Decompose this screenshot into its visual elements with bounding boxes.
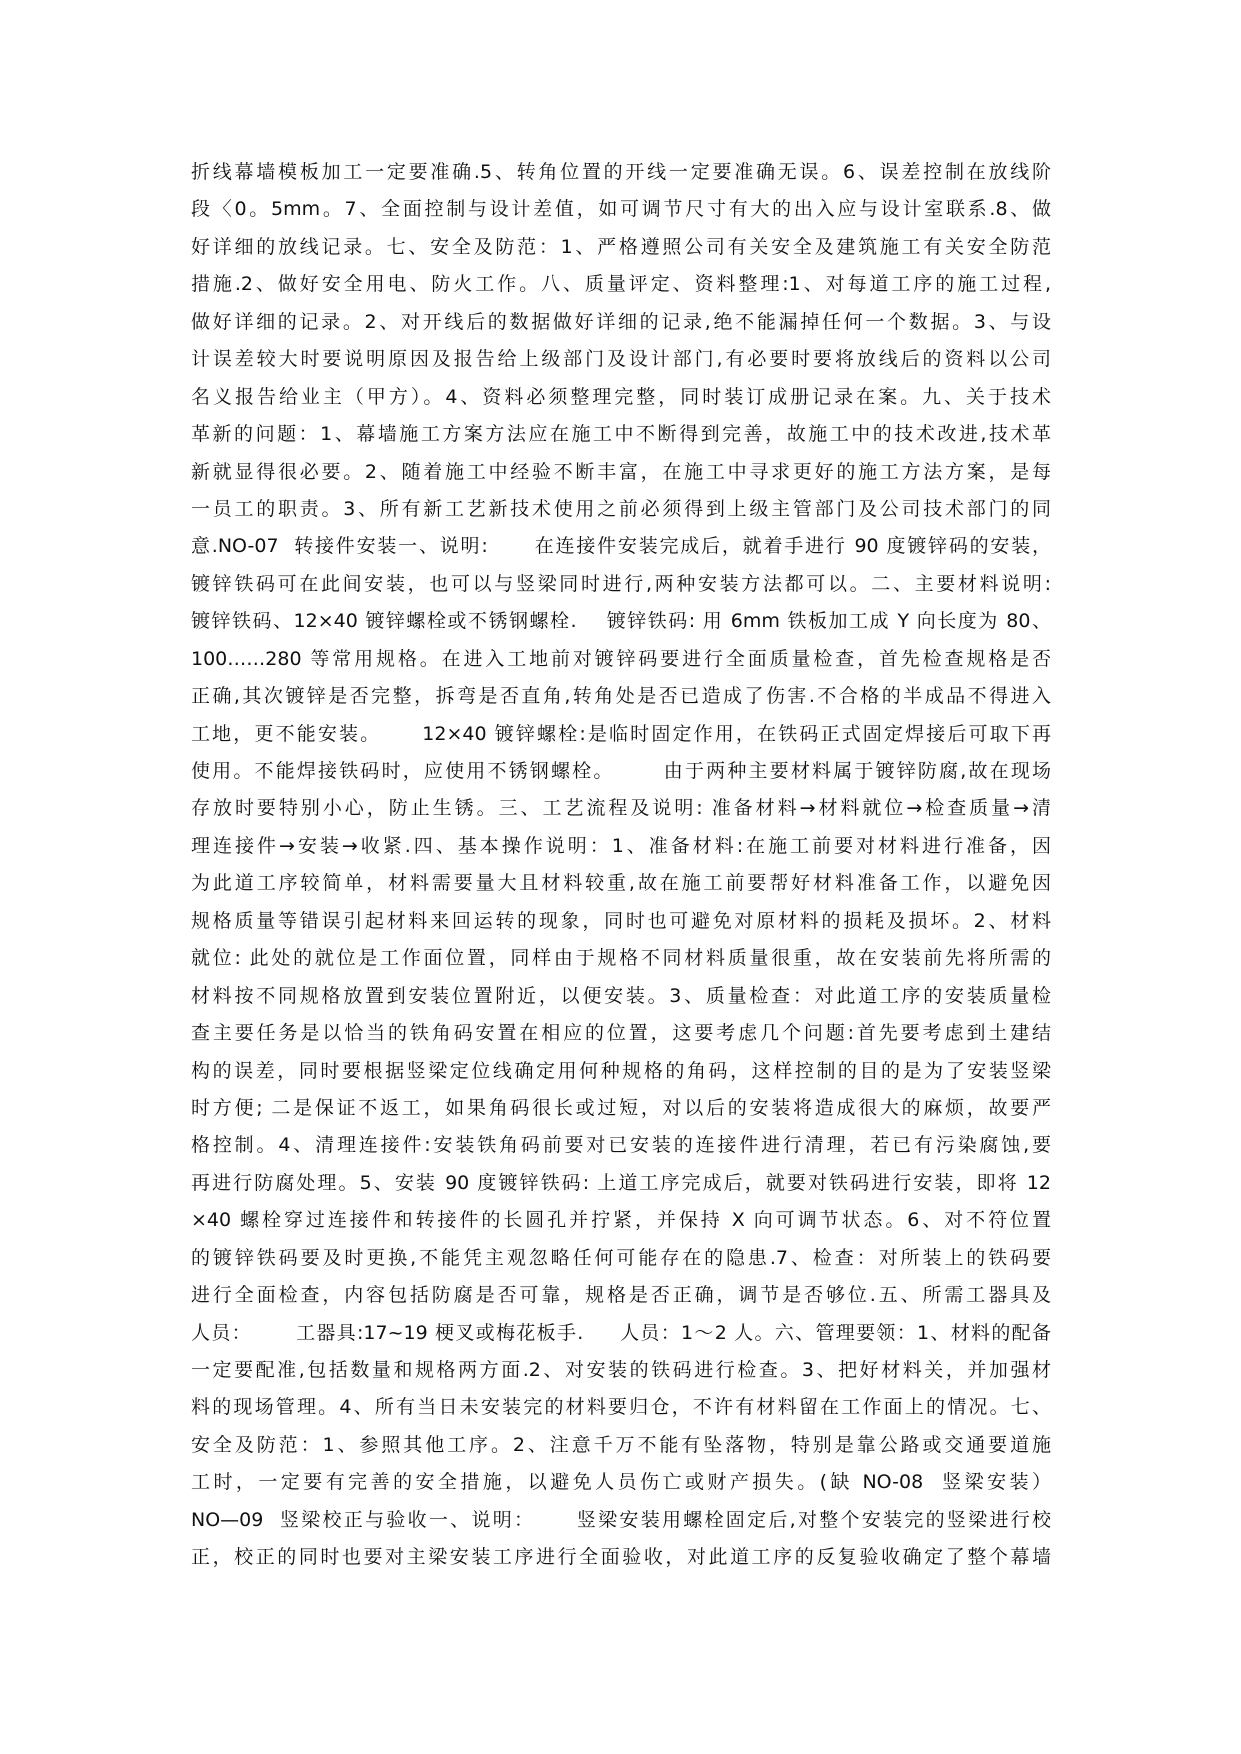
text-line: 计误差较大时要说明原因及报告给上级部门及设计部门,有必要时要将放线后的资料以公司 <box>191 348 1051 371</box>
text-line: 正，校正的同时也要对主梁安装工序进行全面验收，对此道工序的反复验收确定了整个幕墙 <box>191 1546 1051 1569</box>
text-line: 一员工的职责。3、所有新工艺新技术使用之前必须得到上级主管部门及公司技术部门的同 <box>191 497 1051 520</box>
text-line: 新就显得很必要。2、随着施工中经验不断丰富，在施工中寻求更好的施工方法方案，是每 <box>191 460 1051 483</box>
text-line: 安全及防范：1、参照其他工序。2、注意千万不能有坠落物，特别是靠公路或交通要道施 <box>191 1433 1051 1456</box>
text-line: 100……280 等常用规格。在进入工地前对镀锌码要进行全面质量检查，首先检查规格是否 <box>191 647 1051 670</box>
text-line: 构的误差，同时要根据竖梁定位线确定用何种规格的角码，这样控制的目的是为了安装竖梁 <box>191 1059 1051 1082</box>
text-line: ×40 螺栓穿过连接件和转接件的长圆孔并拧紧，并保持 X 向可调节状态。6、对不符位置 <box>191 1209 1051 1232</box>
text-line: 正确,其次镀锌是否完整，拆弯是否直角,转角处是否已造成了伤害.不合格的半成品不得进入 <box>191 685 1051 708</box>
text-line: 一定要配准,包括数量和规格两方面.2、对安装的铁码进行检查。3、把好材料关，并加强材 <box>191 1359 1051 1381</box>
text-line: 好详细的放线记录。七、安全及防范：1、严格遵照公司有关安全及建筑施工有关安全防范 <box>191 235 1051 258</box>
text-line: 查主要任务是以恰当的铁角码安置在相应的位置，这要考虑几个问题:首先要考虑到土建结 <box>191 1022 1051 1045</box>
text-line: 工地，更不能安装。 12×40 镀锌螺栓:是临时固定作用，在铁码正式固定焊接后可取下再 <box>191 722 1051 745</box>
text-line: 段〈0。5mm。7、全面控制与设计差值，如可调节尺寸有大的出入应与设计室联系.8、做 <box>191 198 1051 221</box>
text-line: 名义报告给业主（甲方）。4、资料必须整理完整，同时装订成册记录在案。九、关于技术 <box>191 385 1051 408</box>
text-line: 镀锌铁码可在此间安装，也可以与竖梁同时进行,两种安装方法都可以。二、主要材料说明: <box>191 572 1051 595</box>
text-line: 使用。不能焊接铁码时，应使用不锈钢螺栓。 由于两种主要材料属于镀锌防腐,故在现场 <box>191 760 1051 782</box>
text-line: 意.NO-07 转接件安装一、说明: 在连接件安装完成后，就着手进行 90 度镀锌码的安装， <box>191 535 1051 558</box>
text-line: 折线幕墙模板加工一定要准确.5、转角位置的开线一定要准确无误。6、误差控制在放线阶 <box>191 161 1051 183</box>
text-line: 的镀锌铁码要及时更换,不能凭主观忽略任何可能存在的隐患.7、检查：对所装上的铁码要 <box>191 1246 1051 1269</box>
text-line: 存放时要特别小心，防止生锈。三、工艺流程及说明: 准备材料→材料就位→检查质量→清 <box>191 797 1051 820</box>
text-line: 人员： 工器具:17~19 梗叉或梅花板手. 人员：1～2 人。六、管理要领：1、材料的配备 <box>191 1321 1051 1344</box>
text-line: 为此道工序较简单，材料需要量大且材料较重,故在施工前要帮好材料准备工作，以避免因 <box>191 872 1051 895</box>
text-line: 规格质量等错误引起材料来回运转的现象，同时也可避免对原材料的损耗及损坏。2、材料 <box>191 909 1051 932</box>
text-line: 做好详细的记录。2、对开线后的数据做好详细的记录,绝不能漏掉任何一个数据。3、与设 <box>191 310 1051 333</box>
text-line: 料的现场管理。4、所有当日未安装完的材料要归仓，不许有材料留在工作面上的情况。七、 <box>191 1396 1051 1419</box>
text-line: NO—09 竖梁校正与验收一、说明： 竖梁安装用螺栓固定后,对整个安装完的竖梁进行校 <box>191 1508 1051 1531</box>
text-line: 进行全面检查，内容包括防腐是否可靠，规格是否正确，调节是否够位.五、所需工器具及 <box>191 1284 1051 1307</box>
body-text <box>191 154 1051 1577</box>
text-line: 时方便; 二是保证不返工，如果角码很长或过短，对以后的安装将造成很大的麻烦，故要严 <box>191 1096 1051 1119</box>
text-line: 理连接件→安装→收紧.四、基本操作说明：1、准备材料:在施工前要对材料进行准备，因 <box>191 834 1051 857</box>
text-line: 再进行防腐处理。5、安装 90 度镀锌铁码: 上道工序完成后，就要对铁码进行安装，即将 12 <box>191 1171 1051 1194</box>
text-line: 就位: 此处的就位是工作面位置，同样由于规格不同材料质量很重，故在安装前先将所需的 <box>191 947 1051 970</box>
text-line: 格控制。4、清理连接件:安装铁角码前要对已安装的连接件进行清理，若已有污染腐蚀,要 <box>191 1134 1051 1157</box>
text-line: 措施.2、做好安全用电、防火工作。八、质量评定、资料整理:1、对每道工序的施工过程, <box>191 273 1051 296</box>
text-line: 材料按不同规格放置到安装位置附近，以便安装。3、质量检查：对此道工序的安装质量检 <box>191 984 1051 1007</box>
text-line: 工时，一定要有完善的安全措施，以避免人员伤亡或财产损失。(缺 NO-08 竖梁安装） <box>191 1471 1051 1494</box>
text-line: 革新的问题：1、幕墙施工方案方法应在施工中不断得到完善，故施工中的技术改进,技术革 <box>191 423 1051 446</box>
text-line: 镀锌铁码、12×40 镀锌螺栓或不锈钢螺栓. 镀锌铁码: 用 6mm 铁板加工成 Y 向长度为 80、 <box>191 610 1051 633</box>
